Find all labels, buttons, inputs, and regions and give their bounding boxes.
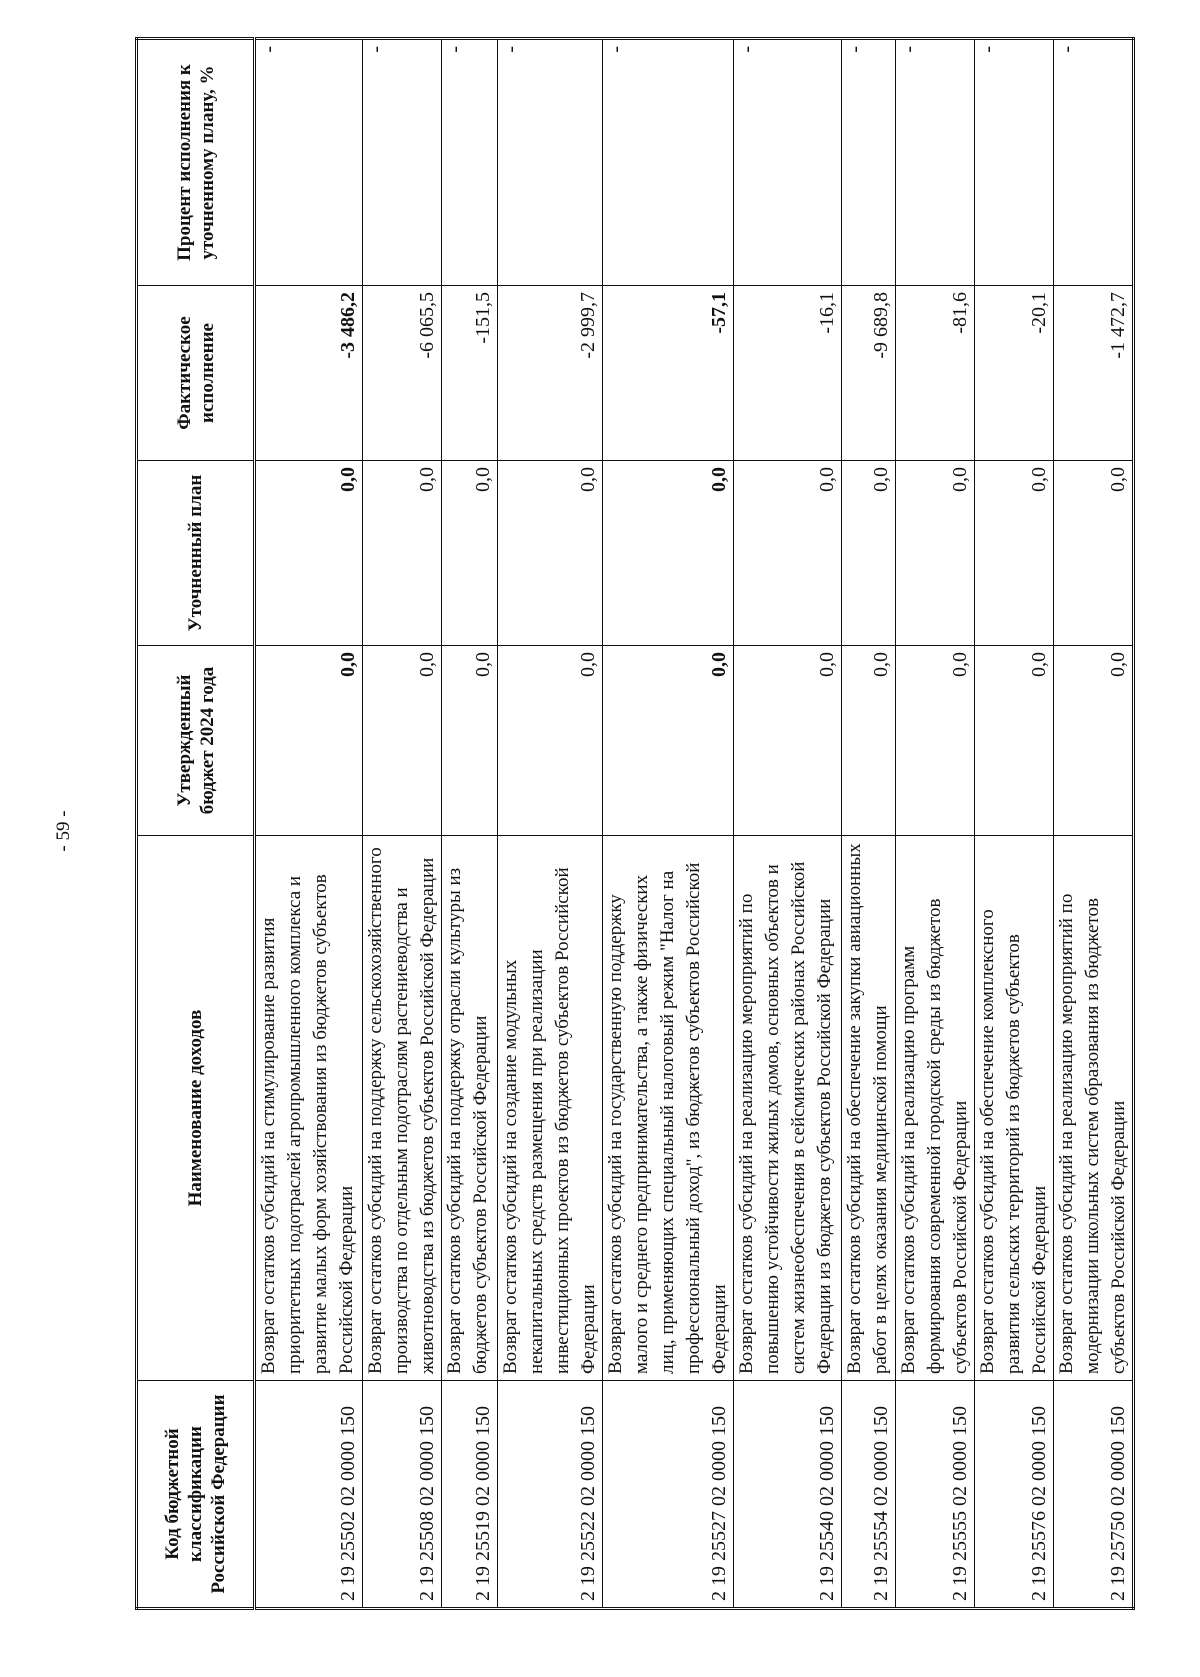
header-percent: Процент исполнения к уточненному плану, % xyxy=(137,39,255,286)
table-row xyxy=(842,39,896,1609)
approved-value: 0,0 xyxy=(842,646,896,836)
approved-value: 0,0 xyxy=(896,646,975,836)
table-row xyxy=(442,39,498,1609)
percent-value: - xyxy=(363,39,442,286)
budget-code: 2 19 25502 02 0000 150 xyxy=(255,1381,363,1609)
approved-value: 0,0 xyxy=(498,646,603,836)
revenue-name: Возврат остатков субсидий на государственную поддержку малого и среднего предпринимательства, а также физических лиц, применяющих специальный налоговый режим "Налог на профессиональный доход", из бюджетов субъектов Российской Федерации xyxy=(603,836,734,1381)
table-row xyxy=(363,39,442,1609)
revenue-table xyxy=(135,37,1135,1610)
table-row xyxy=(975,39,1054,1609)
fact-value: -16,1 xyxy=(734,286,842,461)
approved-value: 0,0 xyxy=(442,646,498,836)
page-number: - 59 - xyxy=(53,810,74,852)
fact-value: -20,1 xyxy=(975,286,1054,461)
revenue-name: Возврат остатков субсидий на реализацию мероприятий по модернизации школьных систем образования из бюджетов субъектов Российской Федерации xyxy=(1054,836,1134,1381)
budget-code: 2 19 25576 02 0000 150 xyxy=(975,1381,1054,1609)
rotated-page xyxy=(135,40,1175,1610)
plan-value: 0,0 xyxy=(842,461,896,646)
approved-value: 0,0 xyxy=(363,646,442,836)
percent-value: - xyxy=(442,39,498,286)
fact-value: -57,1 xyxy=(603,286,734,461)
percent-value: - xyxy=(734,39,842,286)
fact-value: -3 486,2 xyxy=(255,286,363,461)
percent-value: - xyxy=(498,39,603,286)
budget-code: 2 19 25540 02 0000 150 xyxy=(734,1381,842,1609)
percent-value: - xyxy=(975,39,1054,286)
approved-value: 0,0 xyxy=(1054,646,1134,836)
revenue-name: Возврат остатков субсидий на стимулирование развития приоритетных подотраслей агропромышленного комплекса и развитие малых форм хозяйствования из бюджетов субъектов Российской Федерации xyxy=(255,836,363,1381)
plan-value: 0,0 xyxy=(603,461,734,646)
revenue-name: Возврат остатков субсидий на поддержку сельскохозяйственного производства по отдельным подотраслям растениеводства и животноводства из бюджетов субъектов Российской Федерации xyxy=(363,836,442,1381)
fact-value: -81,6 xyxy=(896,286,975,461)
fact-value: -1 472,7 xyxy=(1054,286,1134,461)
approved-value: 0,0 xyxy=(255,646,363,836)
table-row xyxy=(896,39,975,1609)
budget-code: 2 19 25555 02 0000 150 xyxy=(896,1381,975,1609)
plan-value: 0,0 xyxy=(442,461,498,646)
plan-value: 0,0 xyxy=(975,461,1054,646)
fact-value: -6 065,5 xyxy=(363,286,442,461)
header-name: Наименование доходов xyxy=(137,836,255,1381)
budget-code: 2 19 25508 02 0000 150 xyxy=(363,1381,442,1609)
fact-value: -151,5 xyxy=(442,286,498,461)
table-row xyxy=(498,39,603,1609)
plan-value: 0,0 xyxy=(896,461,975,646)
approved-value: 0,0 xyxy=(603,646,734,836)
plan-value: 0,0 xyxy=(363,461,442,646)
revenue-name: Возврат остатков субсидий на создание модульных некапитальных средств размещения при реализации инвестиционных проектов из бюджетов субъектов Российской Федерации xyxy=(498,836,603,1381)
revenue-name: Возврат остатков субсидий на поддержку отрасли культуры из бюджетов субъектов Российской Федерации xyxy=(442,836,498,1381)
table-row xyxy=(1054,39,1134,1609)
percent-value: - xyxy=(255,39,363,286)
fact-value: -2 999,7 xyxy=(498,286,603,461)
plan-value: 0,0 xyxy=(255,461,363,646)
revenue-name: Возврат остатков субсидий на реализацию программ формирования современной городской среды из бюджетов субъектов Российской Федерации xyxy=(896,836,975,1381)
percent-value: - xyxy=(896,39,975,286)
header-approved: Утвержденный бюджет 2024 года xyxy=(137,646,255,836)
budget-code: 2 19 25519 02 0000 150 xyxy=(442,1381,498,1609)
header-plan: Уточненный план xyxy=(137,461,255,646)
percent-value: - xyxy=(603,39,734,286)
table-row xyxy=(255,39,363,1609)
revenue-name: Возврат остатков субсидий на реализацию мероприятий по повышению устойчивости жилых домов, основных объектов и систем жизнеобеспечения в сейсмических районах Российской Федерации из бюджетов субъектов Российской Федерации xyxy=(734,836,842,1381)
header-row xyxy=(137,39,255,1609)
approved-value: 0,0 xyxy=(734,646,842,836)
table-row xyxy=(603,39,734,1609)
table-row xyxy=(734,39,842,1609)
plan-value: 0,0 xyxy=(734,461,842,646)
revenue-name: Возврат остатков субсидий на обеспечение комплексного развития сельских территорий из бюджетов субъектов Российской Федерации xyxy=(975,836,1054,1381)
budget-code: 2 19 25750 02 0000 150 xyxy=(1054,1381,1134,1609)
header-fact: Фактическое исполнение xyxy=(137,286,255,461)
header-code: Код бюджетной классификации Российской Федерации xyxy=(137,1381,255,1609)
approved-value: 0,0 xyxy=(975,646,1054,836)
budget-code: 2 19 25527 02 0000 150 xyxy=(603,1381,734,1609)
budget-code: 2 19 25522 02 0000 150 xyxy=(498,1381,603,1609)
plan-value: 0,0 xyxy=(498,461,603,646)
percent-value: - xyxy=(1054,39,1134,286)
plan-value: 0,0 xyxy=(1054,461,1134,646)
revenue-name: Возврат остатков субсидий на обеспечение закупки авиационных работ в целях оказания медицинской помощи xyxy=(842,836,896,1381)
fact-value: -9 689,8 xyxy=(842,286,896,461)
budget-code: 2 19 25554 02 0000 150 xyxy=(842,1381,896,1609)
percent-value: - xyxy=(842,39,896,286)
